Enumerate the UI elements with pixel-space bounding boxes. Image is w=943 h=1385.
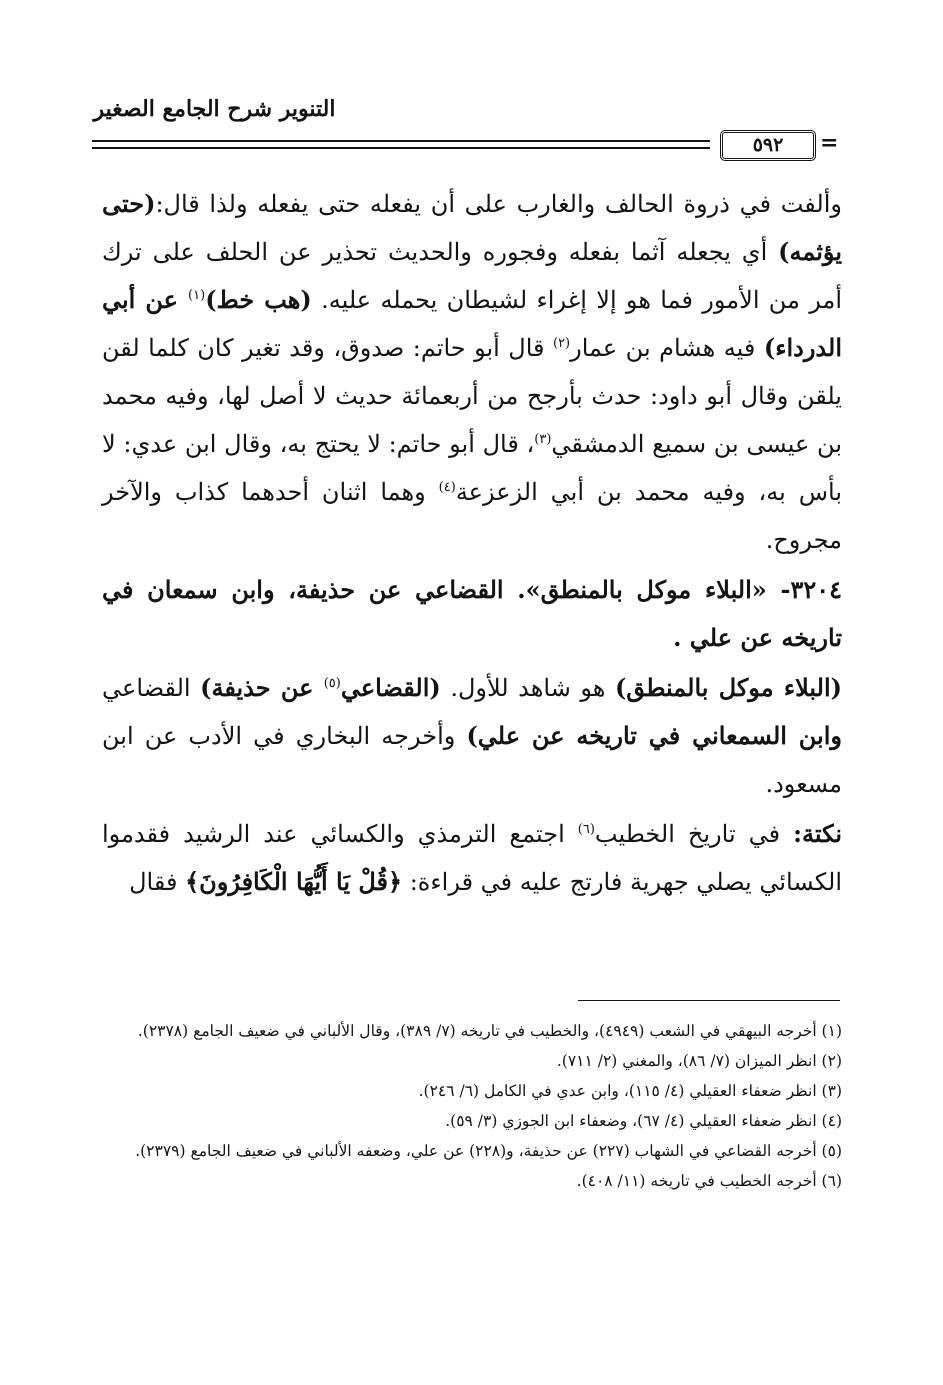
text-run: القضاعي xyxy=(102,674,201,702)
text-run: وهما اثنان أحدهما كذاب والآخر مجروح. xyxy=(102,478,842,554)
paragraph-commentary-2 xyxy=(102,664,842,808)
text-run: في تاريخ الخطيب xyxy=(594,820,794,848)
footnote-1: (١) أخرجه البيهقي في الشعب (٤٩٤٩)، والخطيب في تاريخه (٧/ ٣٨٩)، وقال الألباني في ضعيف الجامع (٢٣٧٨). xyxy=(137,1022,842,1040)
text-run: قال أبو حاتم: صدوق، وقد تغير كان كلما لقن يلقن وقال أبو داود: حدث بأرجح من أربعمائة حديث لا أصل لها، وفيه محمد بن عيسى بن سميع الدمشقي xyxy=(102,334,842,458)
hadith-text: ٣٢٠٤- «البلاء موكل بالمنطق». القضاعي عن حذيفة، وابن سمعان في تاريخه عن علي . xyxy=(102,575,842,652)
header-rule-top xyxy=(92,140,710,142)
quran-quote: ﴿قُلْ يَا أَيُّهَا الْكَافِرُونَ﴾ xyxy=(185,867,403,896)
bold-matn: (القضاعي xyxy=(340,673,441,702)
text-run: وألفت في ذروة الحالف والغارب على أن يفعله حتى يفعله ولذا قال: xyxy=(155,190,842,218)
book-title: التنوير شرح الجامع الصغير xyxy=(93,96,336,122)
footnote-ref[interactable]: (٦) xyxy=(577,822,595,837)
footnote-5: (٥) أخرجه القضاعي في الشهاب (٢٢٧) عن حذيفة، و(٢٢٨) عن علي، وضعفه الألباني في ضعيف الجامع (٢٣٧٩). xyxy=(135,1142,842,1160)
footnote-3: (٣) انظر ضعفاء العقيلي (٤/ ١١٥)، وابن عدي في الكامل (٦/ ٢٤٦). xyxy=(418,1082,842,1100)
footnote-separator xyxy=(578,1000,840,1001)
text-run: فقال xyxy=(129,868,186,896)
bold-matn: (حتى يؤثمه) xyxy=(102,189,842,266)
footnote-ref[interactable]: (٥) xyxy=(323,676,341,691)
paragraph-note xyxy=(102,810,842,906)
bold-matn: عن أبي الدرداء) xyxy=(102,285,843,362)
text-run: وأخرجه البخاري في الأدب عن ابن مسعود. xyxy=(102,722,842,798)
bold-matn: وابن السمعاني في تاريخه عن علي) xyxy=(466,721,842,750)
hadith-entry-3204 xyxy=(102,566,842,662)
text-run: فيه هشام بن عمار xyxy=(570,334,764,362)
page-number: ٥٩٢ xyxy=(720,130,816,161)
text-run: ، قال أبو حاتم: لا يحتج به، وقال ابن عدي: لا بأس به، وفيه محمد بن أبي الزعزعة xyxy=(102,430,843,506)
running-header xyxy=(92,96,844,166)
text-run: اجتمع الترمذي والكسائي عند الرشيد فقدموا الكسائي يصلي جهرية فارتج عليه في قراءة: xyxy=(102,820,842,896)
note-label: نكتة: xyxy=(793,819,842,848)
footnote-2: (٢) انظر الميزان (٧/ ٨٦)، والمغني (٢/ ٧١١). xyxy=(556,1052,842,1070)
footnote-ref[interactable]: (٤) xyxy=(438,480,456,495)
footnote-ref[interactable]: (١) xyxy=(188,288,206,303)
bold-matn: (هب خط) xyxy=(205,285,312,314)
text-run: أي يجعله آثما بفعله وفجوره والحديث تحذير عن الحلف على ترك أمر من الأمور فما هو إلا إغراء لشيطان يحمله عليه. xyxy=(102,238,843,314)
footnote-ref[interactable]: (٢) xyxy=(552,336,571,351)
text-run: هو شاهد للأول. xyxy=(440,674,615,702)
footnote-4: (٤) انظر ضعفاء العقيلي (٤/ ٦٧)، وضعفاء ابن الجوزي (٣/ ٥٩). xyxy=(445,1112,842,1130)
footnote-6: (٦) أخرجه الخطيب في تاريخه (١١/ ٤٠٨). xyxy=(576,1172,842,1190)
footnotes xyxy=(102,1016,842,1196)
bold-matn: عن حذيفة) xyxy=(200,673,324,702)
paragraph-commentary-1 xyxy=(102,180,842,564)
header-rule-bottom xyxy=(92,147,710,149)
header-ornament: = xyxy=(820,130,839,156)
footnote-ref[interactable]: (٣) xyxy=(534,432,552,447)
main-text xyxy=(102,180,842,908)
bold-matn: (البلاء موكل بالمنطق) xyxy=(614,673,842,702)
